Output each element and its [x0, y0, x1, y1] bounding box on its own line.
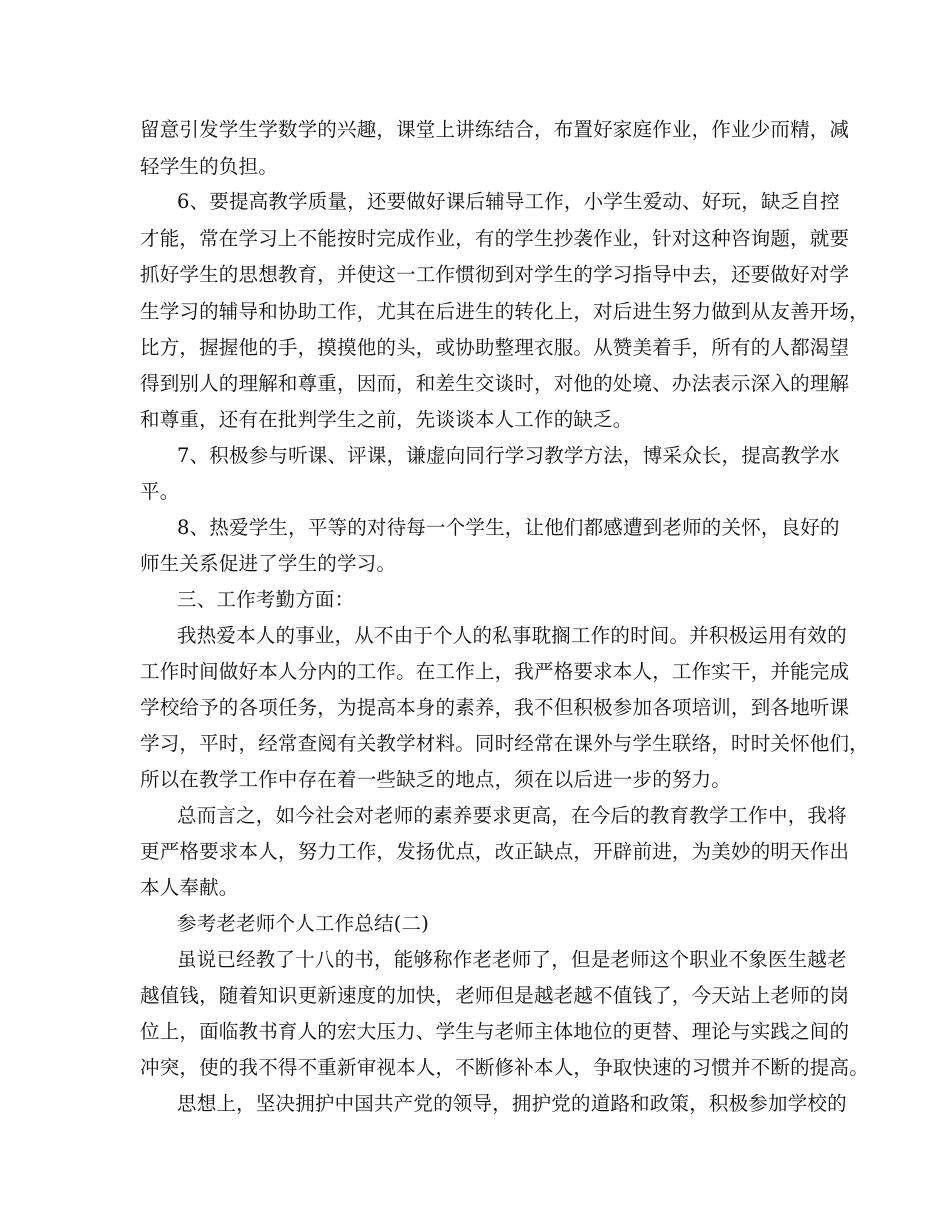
- paragraph-start-line: 8、热爱学生，平等的对待每一个学生，让他们都感遭到老师的关怀，良好的: [177, 516, 840, 539]
- text-line: 平。: [140, 480, 180, 503]
- paragraph-start-line: 思想上，坚决拥护中国共产党的领导，拥护党的道路和政策，积极参加学校的: [177, 1092, 847, 1115]
- text-line: 本人奉献。: [140, 876, 239, 899]
- paragraph-start-line: 虽说已经教了十八的书，能够称作老老师了，但是老师这个职业不象医生越老: [177, 948, 847, 971]
- text-line: 师生关系促进了学生的学习。: [140, 552, 397, 575]
- text-line: 得到别人的理解和尊重，因而，和差生交谈时，对他的处境、办法表示深入的理解: [140, 372, 850, 395]
- text-line: 和尊重，还有在批判学生之前，先谈谈本人工作的缺乏。: [140, 408, 633, 431]
- text-line: 学校给予的各项任务，为提高本身的素养，我不但积极参加各项培训，到各地听课: [140, 696, 850, 719]
- section-heading: 三、工作考勤方面：: [177, 588, 355, 611]
- paragraph-start-line: 我热爱本人的事业，从不由于个人的私事耽搁工作的时间。并积极运用有效的: [177, 624, 847, 647]
- text-line: 工作时间做好本人分内的工作。在工作上，我严格要求本人，工作实干，并能完成: [140, 660, 850, 683]
- text-line: 轻学生的负担。: [140, 155, 278, 178]
- paragraph-start-line: 总而言之，如今社会对老师的素养要求更高，在今后的教育教学工作中，我将: [177, 804, 847, 827]
- text-line: 学习，平时，经常查阅有关教学材料。同时经常在课外与学生联络，时时关怀他们，: [140, 732, 869, 755]
- text-line: 留意引发学生学数学的兴趣，课堂上讲练结合，布置好家庭作业，作业少而精，减: [140, 118, 850, 141]
- text-line: 比方，握握他的手，摸摸他的头，或协助整理衣服。从赞美着手，所有的人都渴望: [140, 336, 850, 359]
- section-title: 参考老老师个人工作总结(二): [177, 912, 430, 935]
- text-line: 才能，常在学习上不能按时完成作业，有的学生抄袭作业，针对这种咨询题，就要: [140, 227, 850, 250]
- paragraph-start-line: 7、积极参与听课、评课，谦虚向同行学习教学方法，博采众长，提高教学水: [177, 444, 840, 467]
- text-line: 抓好学生的思想教育，并使这一工作惯彻到对学生的学习指导中去，还要做好对学: [140, 263, 850, 286]
- text-line: 生学习的辅导和协助工作，尤其在后进生的转化上，对后进生努力做到从友善开场，: [140, 300, 869, 323]
- text-line: 所以在教学工作中存在着一些缺乏的地点，须在以后进一步的努力。: [140, 768, 732, 791]
- paragraph-start-line: 6、要提高教学质量，还要做好课后辅导工作，小学生爱动、好玩，缺乏自控: [177, 190, 840, 213]
- text-line: 位上，面临教书育人的宏大压力、学生与老师主体地位的更替、理论与实践之间的: [140, 1020, 850, 1043]
- text-line: 冲突，使的我不得不重新审视本人，不断修补本人，争取快速的习惯并不断的提高。: [140, 1056, 869, 1079]
- text-line: 更严格要求本人，努力工作，发扬优点，改正缺点，开辟前进，为美妙的明天作出: [140, 840, 850, 863]
- text-line: 越值钱，随着知识更新速度的加快，老师但是越老越不值钱了，今天站上老师的岗: [140, 984, 850, 1007]
